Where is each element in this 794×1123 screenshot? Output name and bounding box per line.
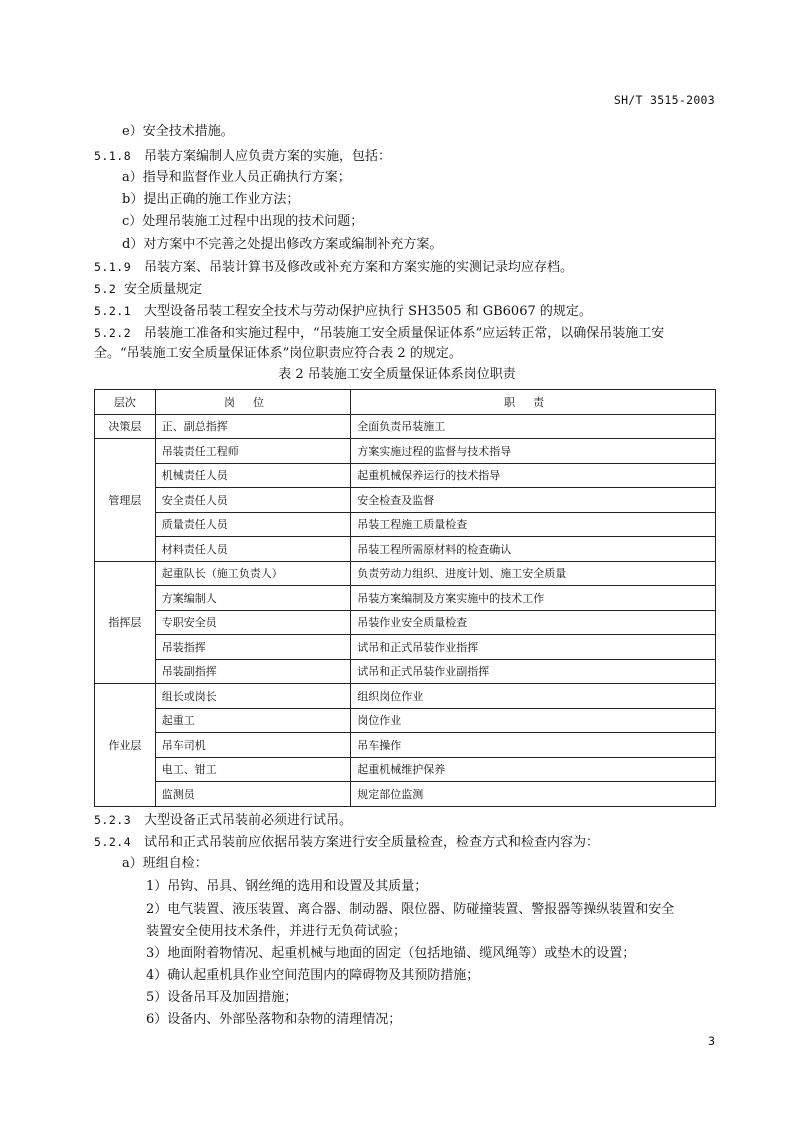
- duty-cell: 吊车操作: [351, 733, 716, 758]
- post-cell: 起重队长（施工负责人）: [155, 561, 350, 586]
- clause-number: 5.1.8: [94, 149, 132, 163]
- list-item-a: [122, 170, 351, 186]
- clause-number: 5.2.4: [94, 835, 132, 849]
- list-item-e: [122, 124, 234, 140]
- line-text: 1）吊钩、吊具、钢丝绳的选用和设置及其质量；: [146, 879, 428, 894]
- line-text: b）提出正确的施工作业方法；: [122, 192, 300, 207]
- line-text: c）处理吊装施工过程中出现的技术问题；: [122, 214, 364, 229]
- table-row: [95, 782, 716, 807]
- post-cell: 专职安全员: [155, 610, 350, 635]
- clause-number: 5.2.1: [94, 304, 132, 318]
- section-5-2: [94, 281, 202, 298]
- table-row: [95, 439, 716, 464]
- duty-cell: 起重机械维护保养: [351, 757, 716, 782]
- duty-cell: 吊装作业安全质量检查: [351, 610, 716, 635]
- line-text: 4）确认起重机具作业空间范围内的障碍物及其预防措施；: [146, 968, 480, 983]
- clause-text: 试吊和正式吊装前应依据吊装方案进行安全质量检查，检查方式和检查内容为：: [144, 835, 600, 850]
- clause-text: 吊装施工准备和实施过程中，“吊装施工安全质量保证体系”应运转正常，以确保吊装施工安: [144, 326, 665, 341]
- sub-item-1: [146, 879, 427, 895]
- table-row: [95, 659, 716, 684]
- sub-item-4: [146, 968, 479, 984]
- post-cell: 起重工: [155, 708, 350, 733]
- post-cell: 吊装副指挥: [155, 659, 350, 684]
- header-level: 层次: [95, 390, 156, 415]
- post-cell: 电工、钳工: [155, 757, 350, 782]
- post-cell: 监测员: [155, 782, 350, 807]
- table-row: [95, 512, 716, 537]
- duty-cell: 吊装工程所需原材料的检查确认: [351, 537, 716, 562]
- list-item-c: [122, 214, 363, 230]
- line-text: 5）设备吊耳及加固措施；: [146, 990, 298, 1005]
- section-title: 安全质量规定: [124, 282, 203, 297]
- duty-cell: 规定部位监测: [351, 782, 716, 807]
- clause-5-1-9: [94, 259, 573, 276]
- level-cell: 指挥层: [95, 561, 156, 684]
- line-text: a）指导和监督作业人员正确执行方案；: [122, 170, 351, 185]
- line-text: 6）设备内、外部坠落物和杂物的清理情况；: [146, 1012, 402, 1027]
- clause-text: 大型设备吊装工程安全技术与劳动保护应执行 SH3505 和 GB6067 的规定。: [144, 304, 592, 319]
- sub-item-5: [146, 990, 297, 1006]
- list-item-a-self-check: [122, 856, 208, 872]
- duty-cell: 负责劳动力组织、进度计划、施工安全质量: [351, 561, 716, 586]
- table-header-row: [95, 390, 716, 415]
- level-cell: 管理层: [95, 439, 156, 562]
- duty-cell: 起重机械保养运行的技术指导: [351, 463, 716, 488]
- clause-5-2-3: [94, 812, 352, 829]
- table-row: [95, 610, 716, 635]
- header-duty: 职责: [351, 390, 716, 415]
- clause-number: 5.1.9: [94, 260, 132, 274]
- sub-item-6: [146, 1012, 401, 1028]
- line-text: a）班组自检：: [122, 856, 208, 871]
- list-item-d: [122, 237, 442, 253]
- clause-number: 5.2.3: [94, 813, 132, 827]
- table-row: [95, 708, 716, 733]
- post-cell: 吊装责任工程师: [155, 439, 350, 464]
- clause-text: 吊装方案、吊装计算书及修改或补充方案和方案实施的实测记录均应存档。: [144, 260, 574, 275]
- post-cell: 方案编制人: [155, 586, 350, 611]
- post-cell: 质量责任人员: [155, 512, 350, 537]
- line-text: e）安全技术措施。: [122, 124, 234, 139]
- duty-cell: 试吊和正式吊装作业指挥: [351, 635, 716, 660]
- sub-item-2: [146, 902, 674, 918]
- table-row: [95, 733, 716, 758]
- header-post: 岗位: [155, 390, 350, 415]
- clause-text: 大型设备正式吊装前必须进行试吊。: [144, 813, 353, 828]
- table-row: [95, 635, 716, 660]
- duty-cell: 全面负责吊装施工: [351, 414, 716, 439]
- line-text: 2）电气装置、液压装置、离合器、制动器、限位器、防碰撞装置、警报器等操纵装置和安全: [146, 902, 675, 917]
- table-row: [95, 463, 716, 488]
- post-cell: 正、副总指挥: [155, 414, 350, 439]
- page-number: 3: [708, 1034, 715, 1048]
- sub-item-2-continued: [146, 924, 406, 940]
- table-row: [95, 586, 716, 611]
- post-cell: 安全责任人员: [155, 488, 350, 513]
- line-text: 装置安全使用技术条件，并进行无负荷试验；: [146, 924, 407, 939]
- line-text: 3）地面附着物情况、起重机械与地面的固定（包括地锚、缆风绳等）或垫木的设置；: [146, 946, 636, 961]
- clause-5-1-8: [94, 148, 391, 165]
- table-row: [95, 414, 716, 439]
- clause-5-2-2: [94, 325, 664, 342]
- level-cell: 决策层: [95, 414, 156, 439]
- table-row: [95, 561, 716, 586]
- table-row: [95, 537, 716, 562]
- clause-text: 全。“吊装施工安全质量保证体系”岗位职责应符合表 2 的规定。: [94, 346, 462, 361]
- duty-cell: 岗位作业: [351, 708, 716, 733]
- level-cell: 作业层: [95, 684, 156, 807]
- table-row: [95, 757, 716, 782]
- table-caption: 表 2 吊装施工安全质量保证体系岗位职责: [278, 367, 516, 382]
- table-row: [95, 488, 716, 513]
- clause-5-2-4: [94, 834, 599, 851]
- duty-cell: 吊装工程施工质量检查: [351, 512, 716, 537]
- post-cell: 吊装指挥: [155, 635, 350, 660]
- standard-code: SH/T 3515-2003: [613, 93, 715, 107]
- post-cell: 材料责任人员: [155, 537, 350, 562]
- post-cell: 机械责任人员: [155, 463, 350, 488]
- duty-cell: 方案实施过程的监督与技术指导: [351, 439, 716, 464]
- line-text: d）对方案中不完善之处提出修改方案或编制补充方案。: [122, 237, 443, 252]
- section-number: 5.2: [94, 282, 117, 296]
- list-item-b: [122, 192, 299, 208]
- duty-cell: 试吊和正式吊装作业副指挥: [351, 659, 716, 684]
- post-cell: 吊车司机: [155, 733, 350, 758]
- post-cell: 组长或岗长: [155, 684, 350, 709]
- clause-5-2-1: [94, 303, 592, 320]
- clause-5-2-2-continued: [94, 346, 462, 362]
- duty-cell: 安全检查及监督: [351, 488, 716, 513]
- clause-text: 吊装方案编制人应负责方案的实施，包括：: [144, 149, 392, 164]
- responsibility-table: [94, 389, 716, 807]
- clause-number: 5.2.2: [94, 326, 132, 340]
- duty-cell: 吊装方案编制及方案实施中的技术工作: [351, 586, 716, 611]
- sub-item-3: [146, 946, 635, 962]
- table-row: [95, 684, 716, 709]
- duty-cell: 组织岗位作业: [351, 684, 716, 709]
